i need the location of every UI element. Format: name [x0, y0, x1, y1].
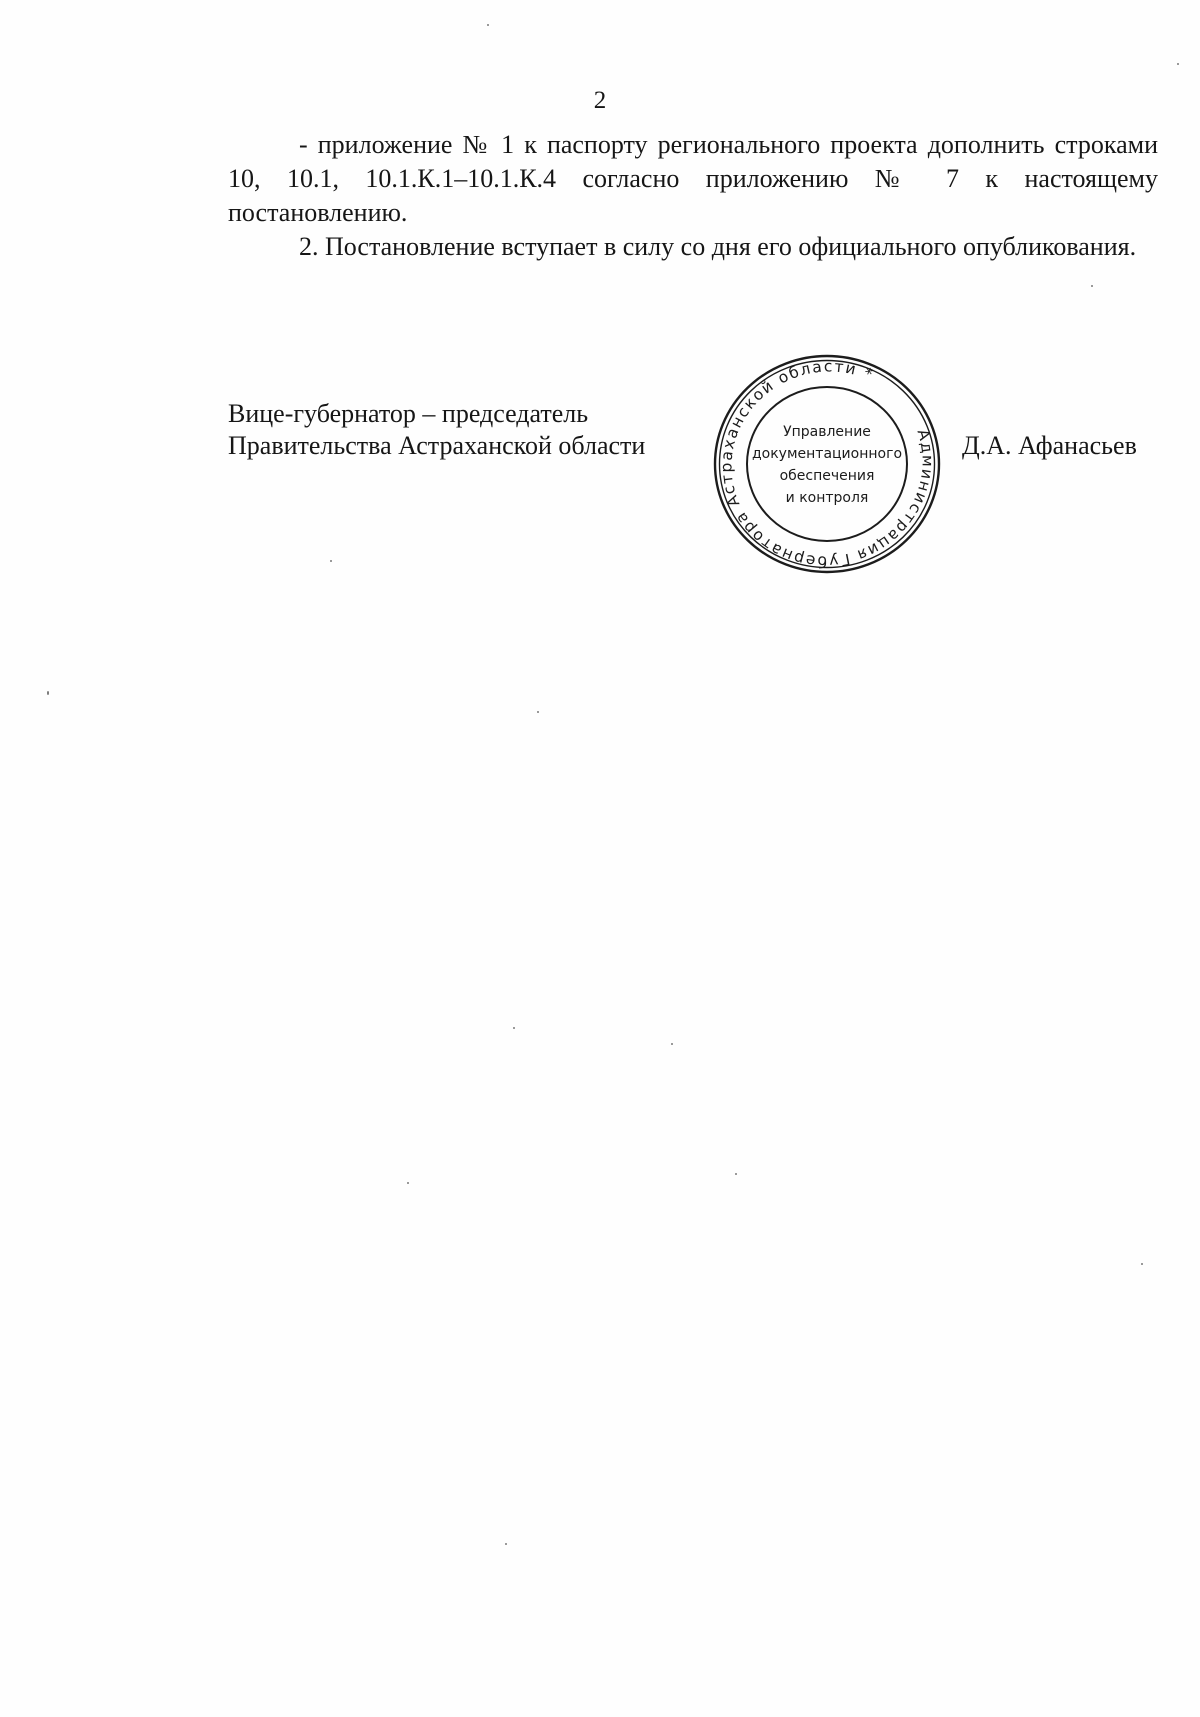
- signature-position-line2: Правительства Астраханской области: [228, 431, 646, 460]
- seal-stamp-graphic: [712, 352, 942, 576]
- signature-position-line1: Вице-губернатор – председатель: [228, 399, 589, 428]
- seal-outer-text: Администрация Губернатора Астраханской области *: [717, 357, 937, 571]
- paragraph-appendix-amendment: - приложение № 1 к паспорту регионального проекта дополнить строками 10, 10.1, 10.1.К.1–10.1.К.4 согласно приложению № 7 к настоящему постановлению.: [228, 130, 1158, 227]
- scan-speck: [513, 1027, 515, 1029]
- scan-speck: [1141, 1263, 1143, 1265]
- scan-speck: [505, 1543, 507, 1545]
- seal-inner-ring: [747, 387, 907, 541]
- signer-name: Д.А. Афанасьев: [962, 431, 1137, 460]
- scan-speck: [735, 1173, 737, 1175]
- seal-inner-line: Управление: [783, 424, 871, 440]
- document-body: [228, 128, 1158, 264]
- signature-position: [228, 398, 698, 462]
- scan-speck: [537, 711, 539, 713]
- scan-speck: [330, 560, 332, 562]
- official-seal: [712, 352, 942, 576]
- seal-inner-line: обеспечения: [779, 468, 875, 484]
- paragraph-entry-into-force: 2. Постановление вступает в силу со дня его официального опубликования.: [299, 232, 1137, 261]
- scan-speck: [487, 24, 489, 26]
- scan-speck: [47, 691, 49, 695]
- scan-speck: [407, 1182, 409, 1184]
- seal-inner-line: документационного: [751, 446, 903, 462]
- scan-speck: [671, 1043, 673, 1045]
- page-number: 2: [593, 87, 607, 114]
- seal-inner-text: [752, 424, 902, 506]
- scan-speck: [1177, 63, 1179, 65]
- seal-inner-line: и контроля: [785, 490, 869, 506]
- scan-speck: [1091, 285, 1093, 287]
